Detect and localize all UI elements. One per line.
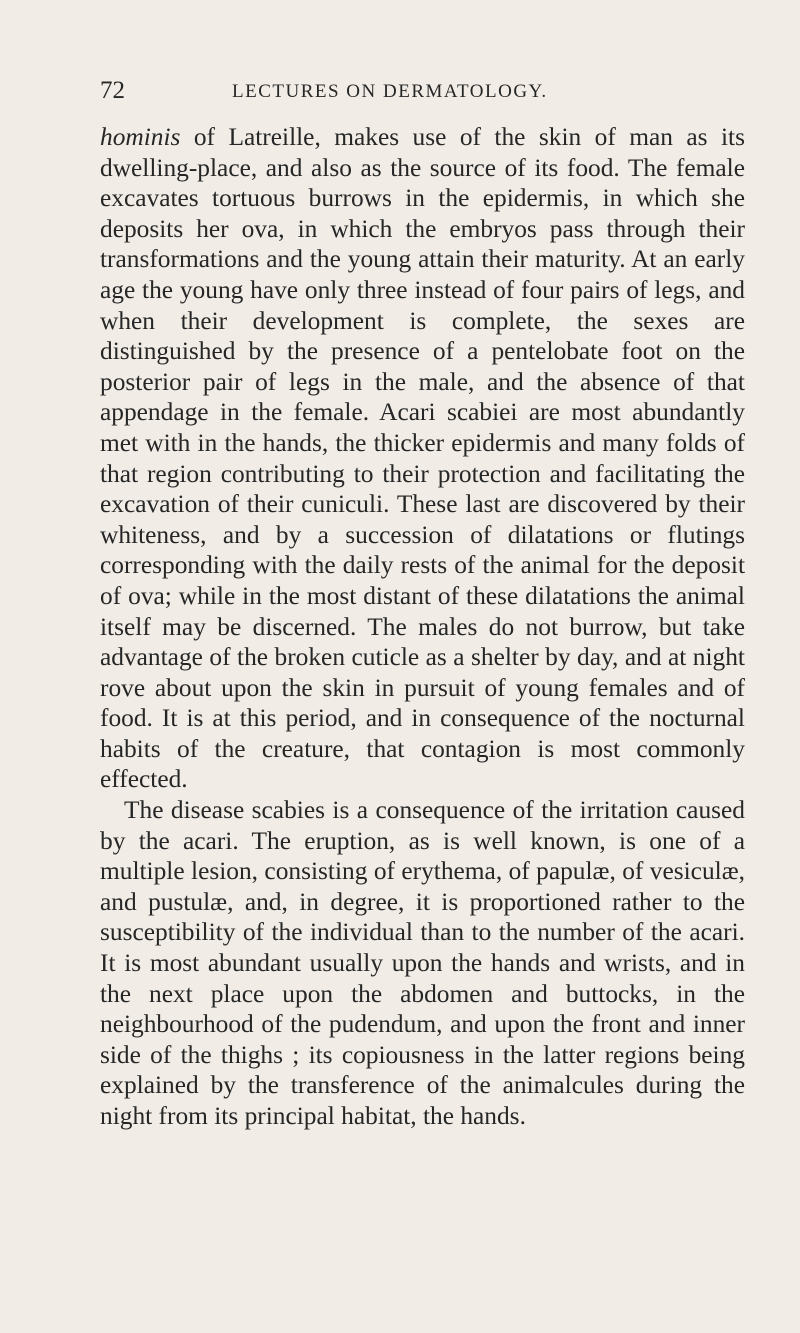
paragraph-2: The disease scabies is a consequence of the irritation caused by the acari. The eruption, as is well known, is one of a multiple lesion, consisting of erythema, of papulæ, of vesiculæ, and pustulæ, and, in degree, it is proportioned rather to the susceptibility of the individual than to the number of the acari. It is most abundant usually upon the hands and wrists, and in the next place upon the abdomen and buttocks, in the neighbourhood of the pudendum, and upon the front and inner side of the thighs ; its copiousness in the latter regions being explained by the transference of the animalcules during the night from its principal habitat, the hands.	[100, 796, 745, 1130]
italic-word: hominis	[100, 123, 181, 151]
page-number: 72	[100, 77, 125, 104]
paragraph-1-text: of Latreille, makes use of the skin of man as its dwelling-place, and also as the source of its food. The female excavates tortuous burrows in the epidermis, in which she deposits her ova, in which the embryos pass through their transformations and the young attain their maturity. At an early age the young have only three instead of four pairs of legs, and when their development is complete, the sexes are distinguished by the presence of a pentelobate foot on the posterior pair of legs in the male, and the absence of that appendage in the female. Acari scabiei are most abundantly met with in the hands, the thicker epidermis and many folds of that region contributing to their protection and facilitating the excavation of their cuniculi. These last are discovered by their whiteness, and by a succession of dilatations or flutings corresponding with the daily rests of the animal for the deposit of ova; while in the most distant of these dilatations the animal itself may be discerned. The males do not burrow, but take advantage of the broken cuticle as a shelter by day, and at night rove about upon the skin in pursuit of young females and of food. It is at this period, and in consequence of the nocturnal habits of the creature, that contagion is most commonly effected.	[100, 123, 745, 794]
body-text	[100, 122, 745, 1132]
paragraph-1	[100, 122, 745, 795]
running-head: LECTURES ON DERMATOLOGY.	[232, 81, 548, 102]
page-header	[100, 76, 745, 106]
